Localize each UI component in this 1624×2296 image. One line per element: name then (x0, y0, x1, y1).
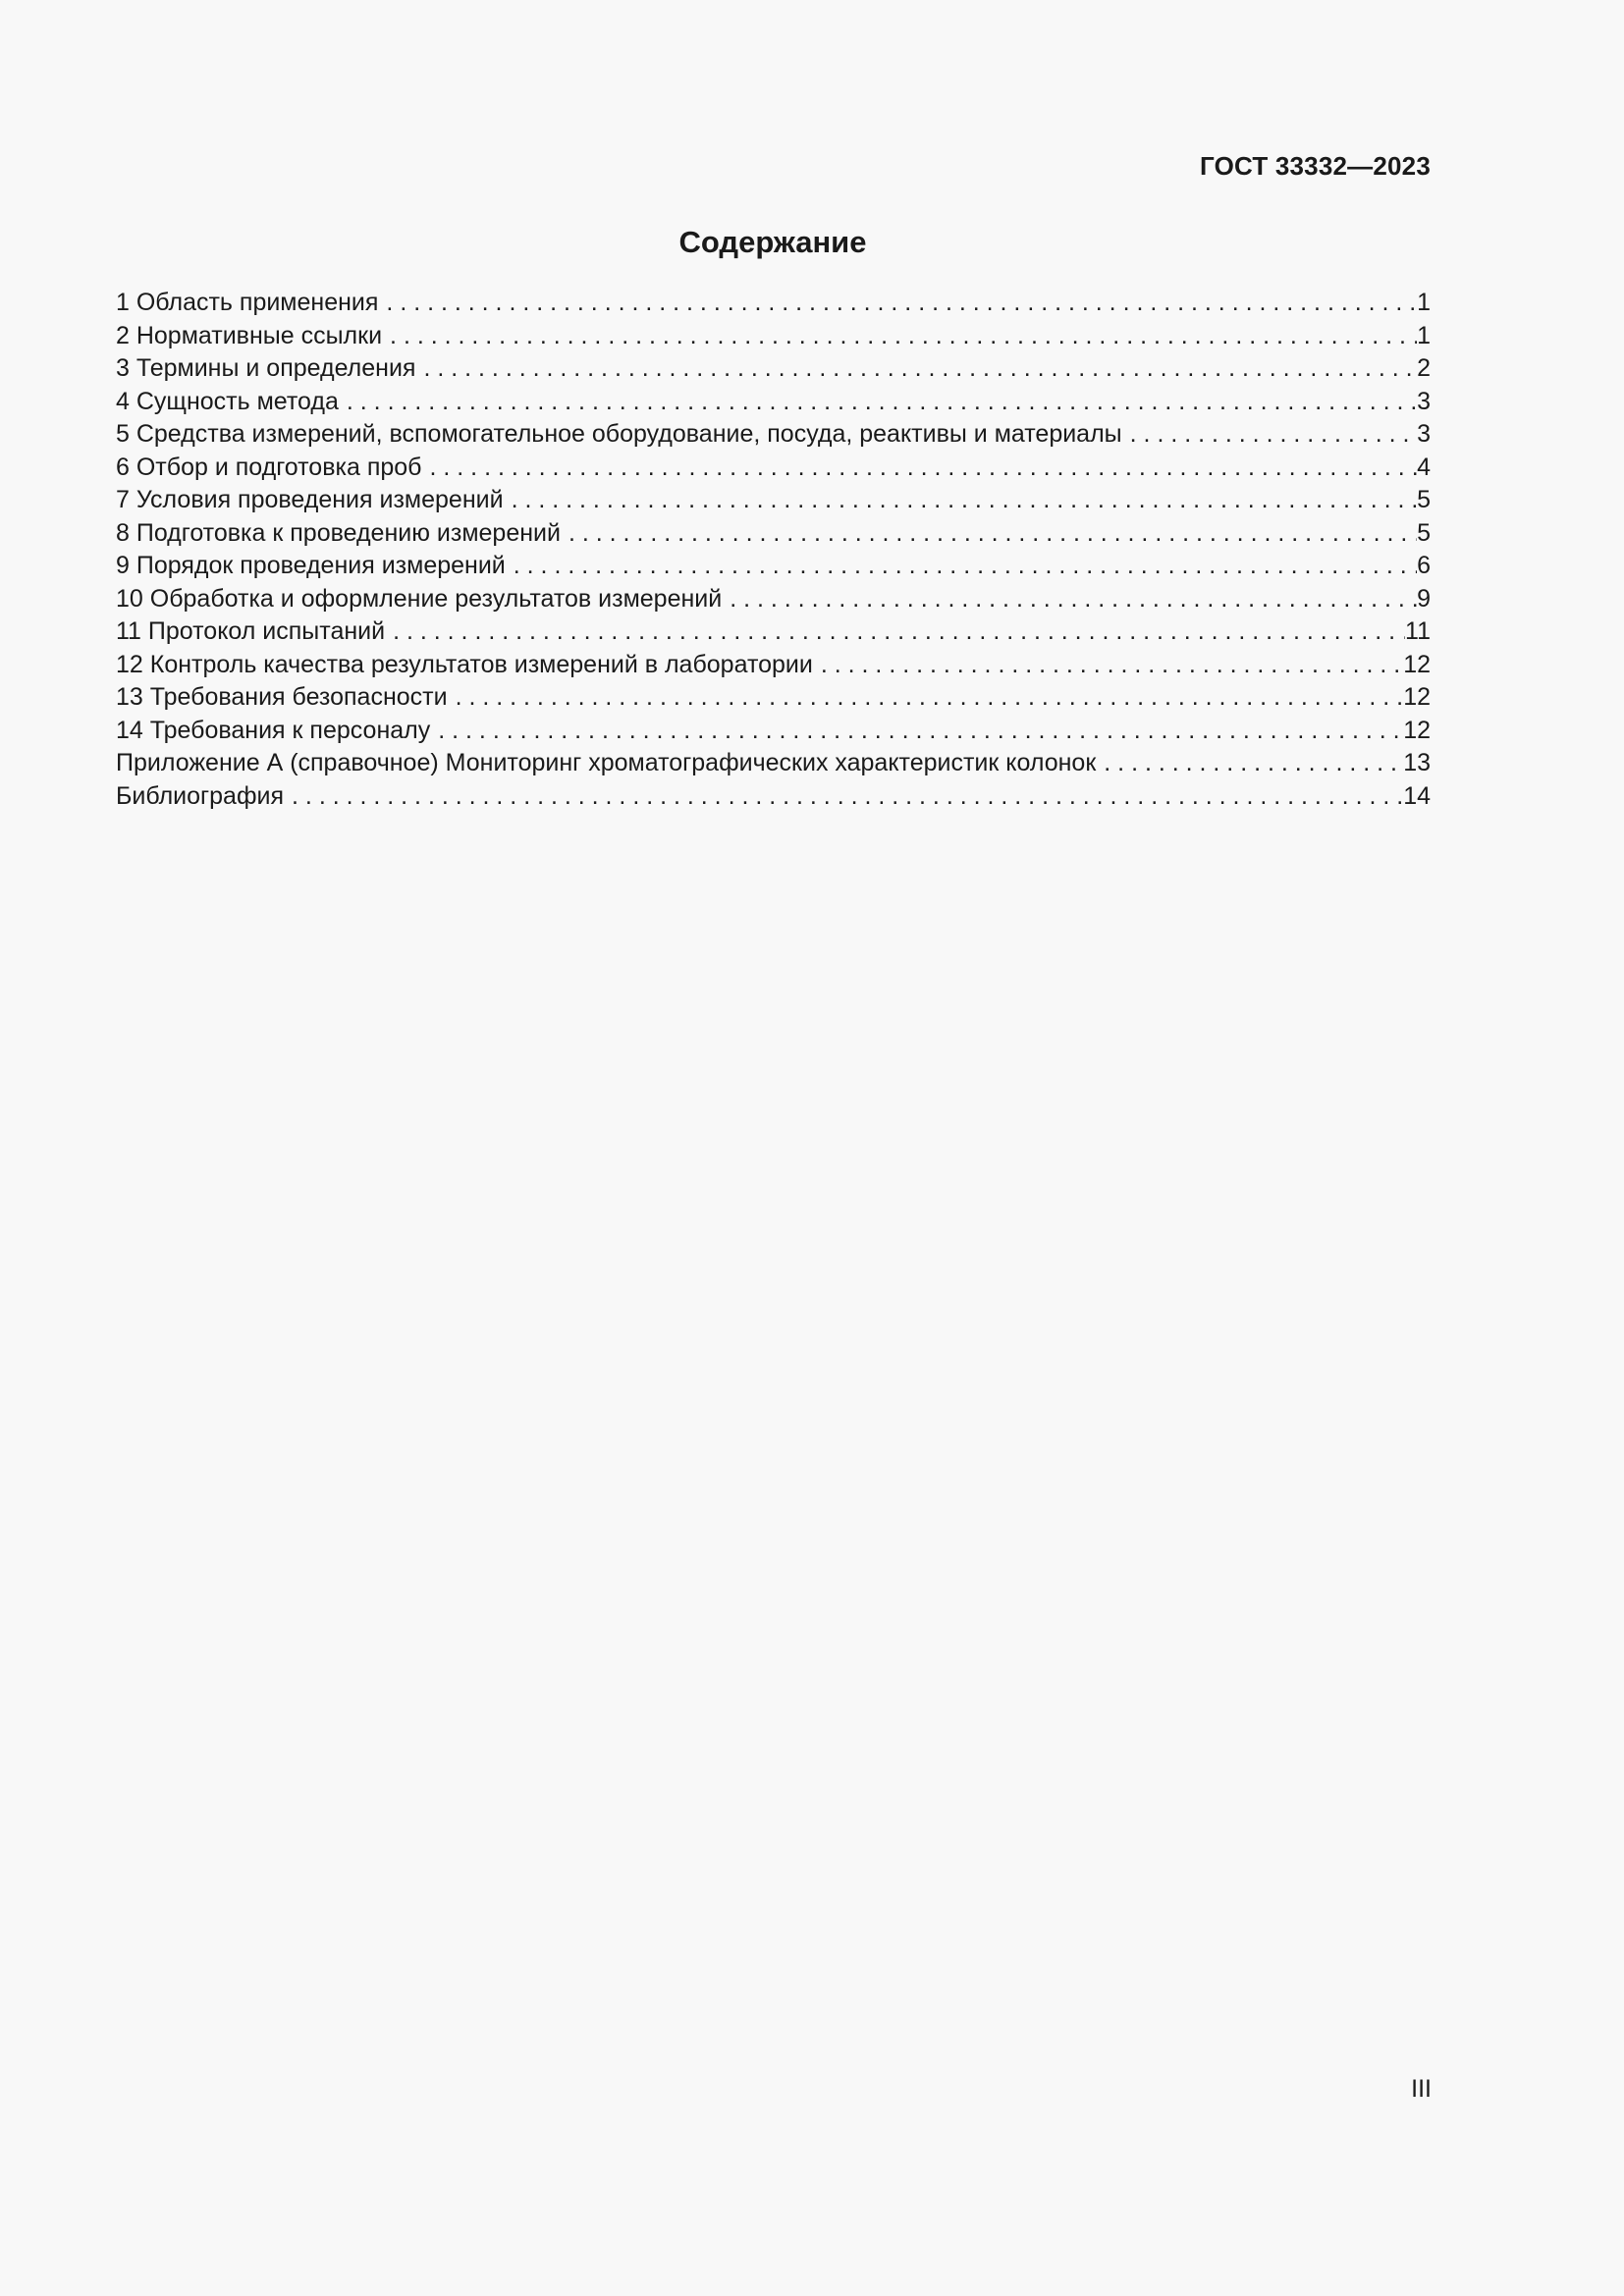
toc-entry[interactable] (116, 517, 1431, 551)
toc-dot-leader (284, 780, 1403, 814)
toc-entry[interactable] (116, 583, 1431, 616)
page-number: III (1411, 2075, 1432, 2103)
toc-entry-label: 9 Порядок проведения измерений (116, 552, 506, 579)
toc-entry-label: 13 Требования безопасности (116, 683, 448, 711)
toc-entry-label: 4 Сущность метода (116, 387, 339, 415)
toc-dot-leader (422, 452, 1418, 485)
toc-dot-leader (722, 583, 1417, 616)
toc-dot-leader (382, 320, 1417, 353)
toc-entry-label: 11 Протокол испытаний (116, 617, 386, 645)
toc-entry[interactable] (116, 352, 1431, 386)
toc-entry-page: 3 (1417, 387, 1431, 415)
toc-entry-label: 12 Контроль качества результатов измерений в лаборатории (116, 650, 813, 678)
toc-entry[interactable] (116, 615, 1431, 649)
toc-entry-page: 9 (1417, 584, 1431, 613)
toc-dot-leader (813, 649, 1403, 682)
toc-entry-page: 1 (1417, 321, 1431, 349)
toc-entry[interactable] (116, 386, 1431, 419)
toc-entry-label: 2 Нормативные ссылки (116, 321, 383, 349)
toc-entry-page: 1 (1417, 289, 1431, 316)
table-of-contents (116, 287, 1431, 813)
toc-entry-label: Приложение А (справочное) Мониторинг хроматографических характеристик колонок (116, 749, 1097, 776)
toc-entry-label: Библиография (116, 781, 285, 810)
toc-entry-label: 6 Отбор и подготовка проб (116, 453, 422, 481)
toc-entry[interactable] (116, 780, 1431, 814)
toc-entry-page: 4 (1417, 453, 1431, 481)
toc-entry-page: 13 (1403, 749, 1431, 776)
toc-dot-leader (504, 484, 1418, 517)
toc-entry-page: 12 (1403, 716, 1431, 744)
toc-dot-leader (448, 681, 1404, 715)
toc-entry-label: 3 Термины и определения (116, 354, 416, 382)
toc-title: Содержание (678, 225, 867, 259)
toc-entry[interactable] (116, 418, 1431, 452)
toc-dot-leader (430, 715, 1403, 748)
toc-entry-page: 12 (1403, 650, 1431, 678)
toc-entry-label: 7 Условия проведения измерений (116, 486, 504, 513)
toc-entry[interactable] (116, 550, 1431, 583)
toc-entry[interactable] (116, 452, 1431, 485)
toc-entry-label: 8 Подготовка к проведению измерений (116, 518, 561, 547)
toc-dot-leader (1122, 418, 1417, 452)
toc-entry[interactable] (116, 287, 1431, 320)
toc-entry-page: 3 (1417, 420, 1431, 448)
toc-entry[interactable] (116, 320, 1431, 353)
toc-entry-page: 11 (1405, 617, 1431, 645)
toc-entry-label: 1 Область применения (116, 289, 379, 316)
toc-entry-page: 14 (1403, 781, 1431, 810)
toc-dot-leader (415, 352, 1417, 386)
toc-dot-leader (339, 386, 1417, 419)
toc-entry-label: 5 Средства измерений, вспомогательное оборудование, посуда, реактивы и материалы (116, 420, 1122, 448)
toc-entry[interactable] (116, 681, 1431, 715)
toc-entry-page: 6 (1417, 552, 1431, 579)
toc-entry[interactable] (116, 715, 1431, 748)
toc-entry-label: 14 Требования к персоналу (116, 716, 431, 744)
toc-dot-leader (385, 615, 1405, 649)
toc-entry-page: 5 (1417, 486, 1431, 513)
toc-entry[interactable] (116, 649, 1431, 682)
toc-entry-page: 12 (1403, 683, 1431, 711)
toc-entry-label: 10 Обработка и оформление результатов измерений (116, 584, 723, 613)
toc-entry-page: 5 (1417, 518, 1431, 547)
toc-dot-leader (378, 287, 1417, 320)
document-code: ГОСТ 33332—2023 (1200, 151, 1431, 181)
toc-dot-leader (1096, 747, 1403, 780)
toc-dot-leader (561, 517, 1417, 551)
toc-entry[interactable] (116, 484, 1431, 517)
toc-entry[interactable] (116, 747, 1431, 780)
toc-entry-page: 2 (1417, 354, 1431, 382)
toc-dot-leader (506, 550, 1417, 583)
